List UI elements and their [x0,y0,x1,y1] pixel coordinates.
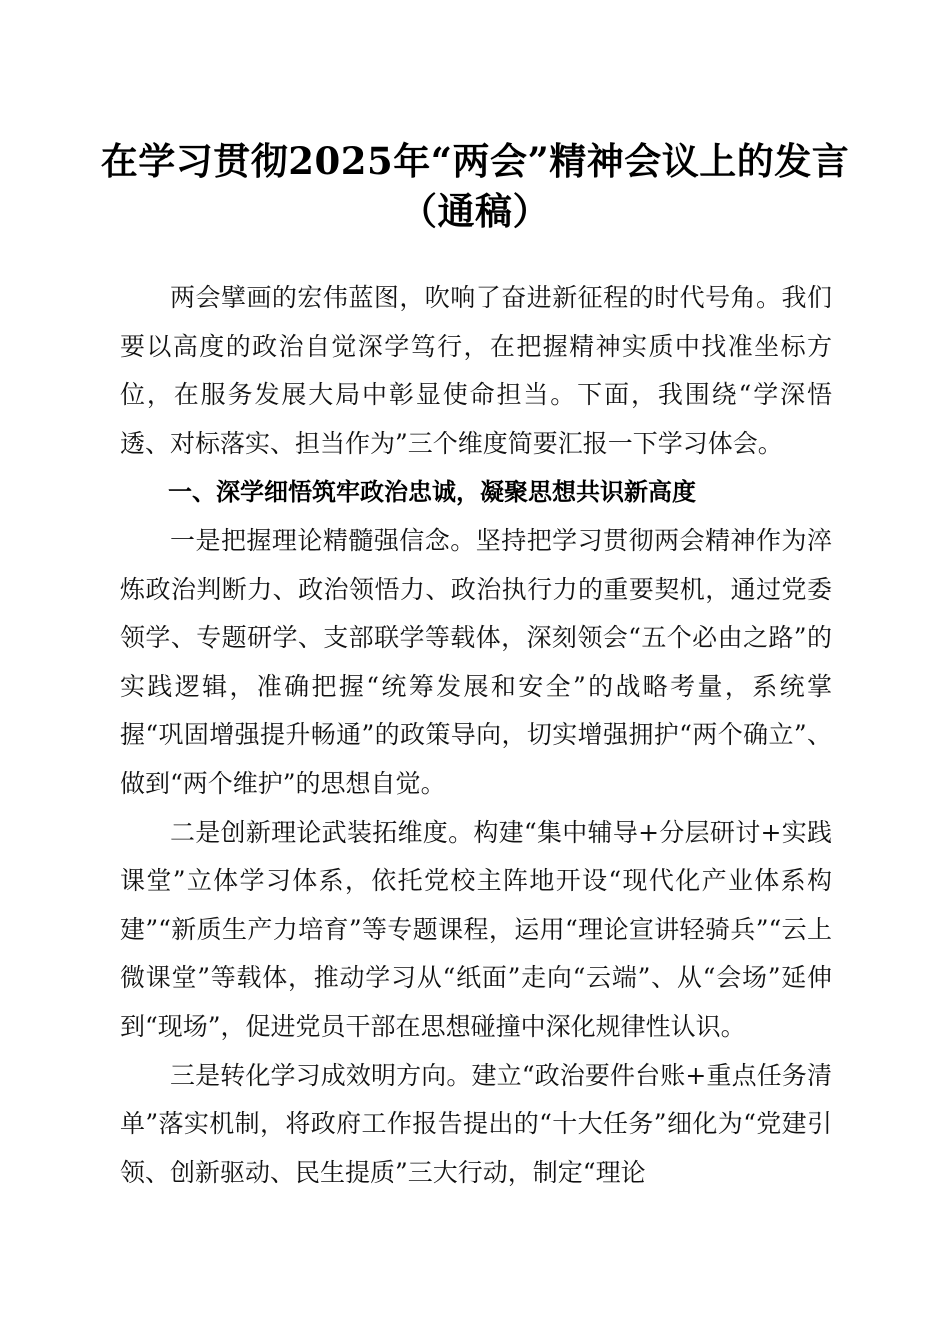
paragraph-lead-1: 一是把握理论精髓强信念。 [170,525,476,555]
paragraph-lead-3: 三是转化学习成效明方向。 [170,1060,472,1090]
paragraph-text-3: 建立“政治要件台账+重点任务清单”落实机制，将政府工作报告提出的“十大任务”细化为“党建引领、创新驱动、民生提质”三大行动，制定“理论 [120,1060,832,1187]
section-heading: 一、深学细悟筑牢政治忠诚，凝聚思想共识新高度 [168,478,696,507]
document-body [120,274,832,1197]
paragraph-item-3 [120,1052,832,1198]
intro-paragraph: 两会擘画的宏伟蓝图，吹响了奋进新征程的时代号角。我们要以高度的政治自觉深学笃行，在把握精神实质中找准坐标方位，在服务发展大局中彰显使命担当。下面，我围绕“学深悟透、对标落实、担当作为”三个维度简要汇报一下学习体会。 [120,283,832,458]
document-title: 在学习贯彻2025年“两会”精神会议上的发言（通稿） [100,139,850,233]
paragraph-lead-2: 二是创新理论武装拓维度。 [170,817,474,847]
paragraph-item-2 [120,809,832,1052]
paragraph-text-2: 构建“集中辅导+分层研讨+实践课堂”立体学习体系，依托党校主阵地开设“现代化产业体系构建”“新质生产力培育”等专题课程，运用“理论宣讲轻骑兵”“云上微课堂”等载体，推动学习从“纸面”走向“云端”、从“会场”延伸到“现场”，促进党员干部在思想碰撞中深化规律性认识。 [120,817,832,1041]
paragraph-item-1 [120,517,832,809]
paragraph-text-1: 坚持把学习贯彻两会精神作为淬炼政治判断力、政治领悟力、政治执行力的重要契机，通过党委领学、专题研学、支部联学等载体，深刻领会“五个必由之路”的实践逻辑，准确把握“统筹发展和安全”的战略考量，系统掌握“巩固增强提升畅通”的政策导向，切实增强拥护“两个确立”、做到“两个维护”的思想自觉。 [120,525,832,798]
